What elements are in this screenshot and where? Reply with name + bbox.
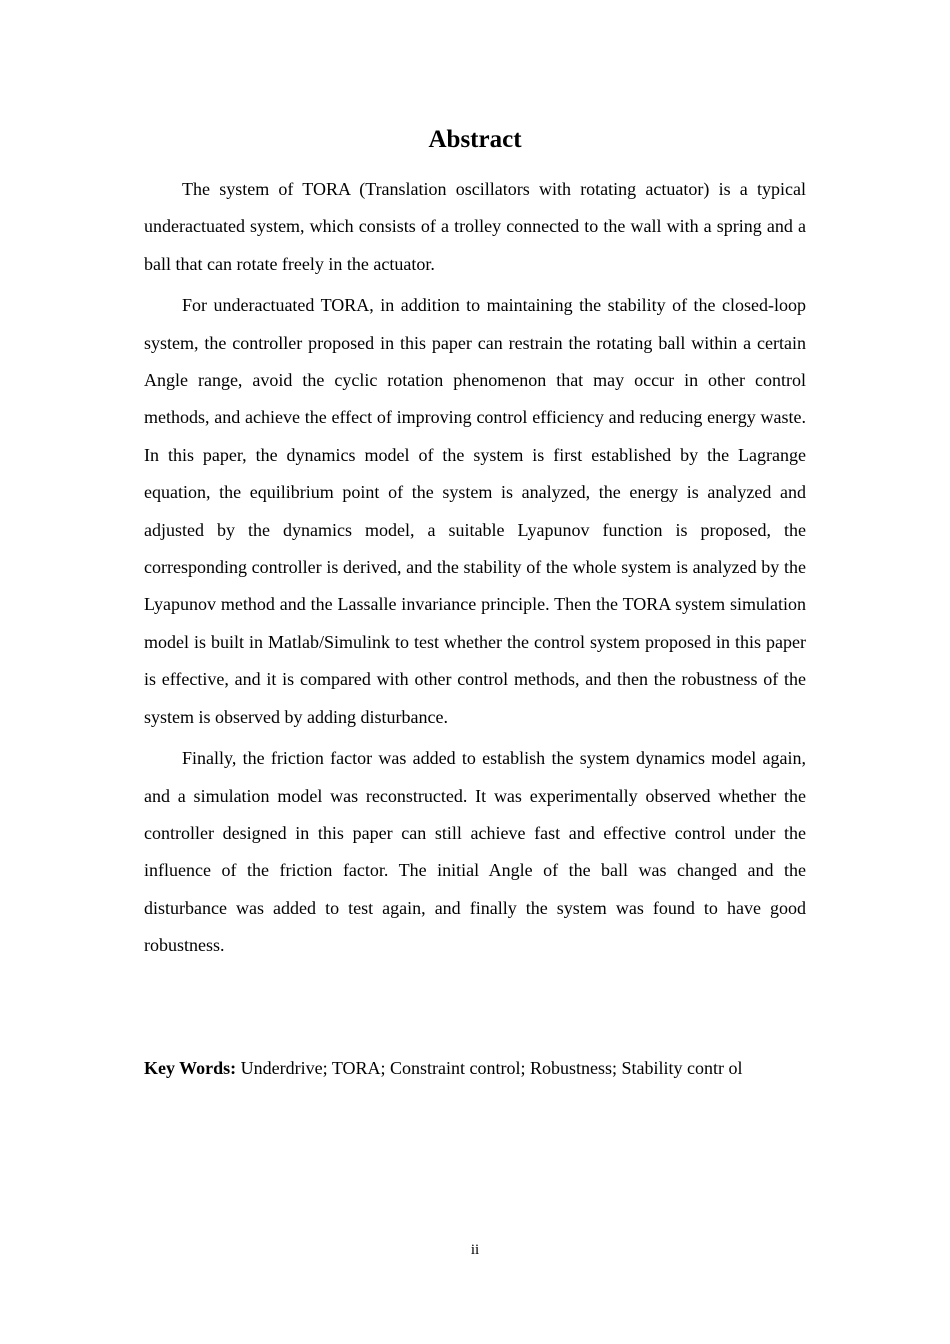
- abstract-body: [144, 171, 806, 969]
- keywords-label: Key Words:: [144, 1058, 237, 1078]
- abstract-paragraph-3: Finally, the friction factor was added to establish the system dynamics model again, and a simulation model was reconstructed. It was experimentally observed whether the controller designed in this paper can still achieve fast and effective control under the influence of the friction factor. The initial Angle of the ball was changed and the disturbance was added to test again, and finally the system was found to have good robustness.: [144, 748, 806, 956]
- page-number: ii: [470, 1242, 480, 1258]
- keywords-text: Underdrive; TORA; Constraint control; Robustness; Stability contr ol: [240, 1058, 743, 1078]
- abstract-title: Abstract: [428, 126, 522, 153]
- keywords-line: [144, 1050, 806, 1087]
- abstract-paragraph-2: For underactuated TORA, in addition to maintaining the stability of the closed-loop system, the controller proposed in this paper can restrain the rotating ball within a certain Angle range, avoid the cyclic rotation phenomenon that may occur in other control methods, and achieve the effect of improving control efficiency and reducing energy waste. In this paper, the dynamics model of the system is first established by the Lagrange equation, the equilibrium point of the system is analyzed, the energy is analyzed and adjusted by the dynamics model, a suitable Lyapunov function is proposed, the corresponding controller is derived, and the stability of the whole system is analyzed by the Lyapunov method and the Lassalle invariance principle. Then the TORA system simulation model is built in Matlab/Simulink to test whether the control system proposed in this paper is effective, and it is compared with other control methods, and then the robustness of the system is observed by adding disturbance.: [144, 295, 806, 727]
- abstract-paragraph-1: The system of TORA (Translation oscillators with rotating actuator) is a typical underactuated system, which consists of a trolley connected to the wall with a spring and a ball that can rotate freely in the actuator.: [144, 179, 806, 274]
